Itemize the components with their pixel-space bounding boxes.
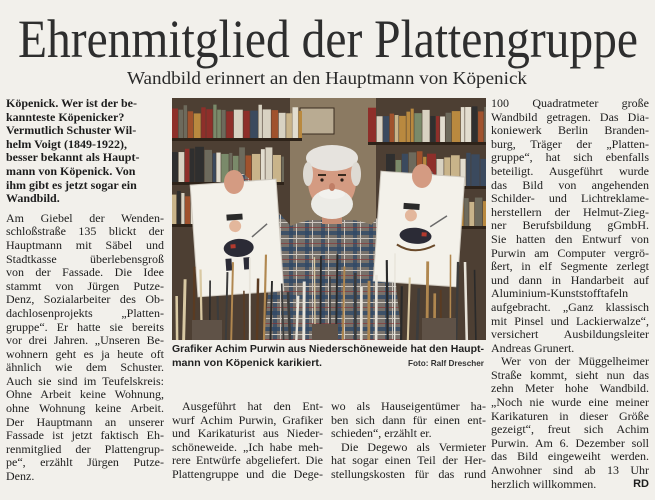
paragraph-end	[331, 400, 486, 441]
book-spine	[383, 116, 389, 142]
brush-jar	[192, 320, 222, 340]
text-line: schieden“, erzählt er.	[331, 427, 432, 441]
text-line: Die Degewo als Vermieter	[341, 440, 486, 454]
book-spine	[184, 105, 187, 138]
brush	[184, 279, 185, 340]
text-line: beteiligt. Ausgeführt wurde	[491, 164, 649, 178]
text-line: und dann in Handarbeit auf	[491, 273, 649, 287]
book-spine	[181, 193, 184, 224]
book-spine	[172, 108, 178, 138]
brush	[417, 288, 419, 340]
book-spine	[452, 111, 460, 142]
book-spine	[216, 153, 220, 182]
text-line: mann von Köpenick. Von	[6, 164, 136, 178]
book-spine	[299, 111, 302, 138]
text-line: Karikaturen in dieser Größe	[491, 409, 649, 423]
book-spine	[261, 149, 265, 182]
text-line: Schilder- und Lichtreklame-	[491, 192, 649, 206]
book-spine	[252, 154, 260, 182]
text-line: Wandbild getragen. Das Dia-	[491, 110, 649, 124]
book-spine	[177, 191, 181, 224]
caption-line: mann von Köpenick karikiert.	[172, 357, 323, 369]
text-line: rere Entwürfe abgeliefert. Die	[172, 454, 323, 468]
text-line: wo als Hauseigentümer ha-	[331, 400, 486, 413]
text-line: ben sich dann für einen ent-	[331, 413, 486, 427]
book-spine	[226, 111, 233, 138]
book-spine	[217, 110, 221, 138]
book-spine	[213, 105, 216, 138]
text-line: wurf Achim Purwin, Grafiker	[172, 413, 323, 427]
photo-credit: Foto: Ralf Drescher	[408, 358, 485, 368]
book-spine	[390, 114, 394, 142]
book-spine	[414, 113, 421, 142]
brush	[304, 282, 305, 340]
text-line: stammt von Jürgen Putze-	[6, 279, 164, 293]
text-line: stellungskosten für das rund	[331, 467, 486, 481]
book-spine	[469, 202, 474, 226]
lead-paragraph	[6, 97, 164, 206]
text-line: burg, Träger der „Platten-	[491, 137, 649, 151]
book-spine	[188, 111, 193, 138]
text-line: Am Giebel der Wenden-	[6, 211, 164, 225]
book-spine	[234, 110, 243, 138]
text-line: koniewerk Berlin Branden-	[491, 124, 649, 138]
book-spine	[185, 149, 189, 182]
book-spine	[395, 115, 399, 142]
text-line: gruppe“. Er hatte sie bereits	[6, 320, 164, 334]
book-spine	[465, 107, 471, 142]
book-spine	[206, 109, 212, 138]
book-spine	[472, 106, 478, 142]
book-spine	[293, 107, 298, 138]
book-spine	[464, 198, 469, 226]
book-spine	[411, 109, 414, 142]
text-line: Fassade ist jetzt faktisch Eh-	[6, 429, 164, 443]
text-line: Köpenick. Wer ist der be-	[6, 97, 138, 110]
text-line: Purwin. Am 6. Dezember soll	[491, 436, 649, 450]
book-spine	[273, 155, 281, 182]
book-spine	[201, 107, 205, 138]
book-spine	[185, 196, 190, 224]
text-line: Aluminium-Kunststofftafeln	[491, 287, 629, 301]
text-line: Ohne Arbeit keine Wohnung,	[6, 388, 164, 402]
text-line: Andreas Grunert.	[491, 341, 575, 355]
text-line: aufgebracht. „Ganz klassisch	[491, 300, 649, 314]
book-spine	[263, 109, 271, 138]
book-spine	[194, 113, 201, 138]
book-spine	[368, 108, 376, 142]
text-line: Hauptmann mit Säbel und	[6, 238, 164, 252]
text-line: schloßstraße 135 blickt der	[6, 225, 164, 239]
text-line: ßert, in elf Segmente zerlegt	[491, 260, 649, 274]
text-line: renmitglied der Plattengrup-	[6, 442, 164, 456]
text-line: „Noch nie wurde eine meiner	[491, 396, 649, 410]
left-column	[6, 97, 164, 484]
book-spine	[172, 152, 178, 182]
book-spine	[475, 198, 482, 226]
book-spine	[258, 105, 261, 138]
book-spine	[440, 116, 445, 142]
text-line: versichert Ausbildungsleiter	[491, 328, 649, 342]
text-line: schöneweide. „Ich habe meh-	[172, 440, 323, 454]
book-spine	[484, 107, 486, 142]
text-line: ner Berufsbildung gGmbH.	[491, 219, 649, 233]
middle-left-column	[172, 400, 323, 482]
text-line: Vermutlich Schuster Wil-	[6, 124, 137, 138]
book-spine	[286, 113, 292, 138]
text-line: zehn Meter hohe Wandbild.	[491, 382, 649, 396]
paragraph-start	[331, 441, 486, 482]
book-spine	[190, 149, 195, 182]
text-line: von der Fassade. Die Idee	[6, 266, 164, 280]
book-spine	[279, 113, 286, 138]
text-line: Denz.	[6, 470, 35, 484]
text-line: mit Pinsel und Lackierwalze“,	[491, 314, 649, 328]
book-spine	[265, 147, 272, 182]
text-line: gruppe“, hat sich ebenfalls	[491, 151, 649, 165]
shelf-board	[368, 142, 486, 145]
book-spine	[195, 147, 204, 182]
text-line: Der Hauptmann an unserer	[6, 415, 164, 429]
picture-frame	[300, 108, 334, 134]
headline: Ehrenmitglied der Plattengruppe	[18, 9, 638, 69]
book-spine	[480, 159, 486, 186]
book-spine	[179, 152, 185, 182]
subheadline: Wandbild erinnert an den Hauptmann von Köpenick	[127, 68, 527, 88]
book-spine	[221, 110, 225, 138]
left-hand	[224, 170, 244, 194]
text-line: ähnlich wie dem Schuster.	[6, 361, 164, 375]
text-line: Wandbild.	[6, 192, 60, 206]
book-spine	[377, 116, 383, 142]
paragraph	[491, 355, 649, 477]
headline-block	[0, 0, 655, 95]
closing-line	[491, 478, 649, 492]
book-spine	[213, 153, 216, 182]
book-spine	[483, 201, 486, 226]
book-spine	[422, 110, 429, 142]
text-line: 100 Quadratmeter große	[491, 97, 649, 110]
shelf-board	[172, 138, 302, 141]
book-spine	[282, 157, 284, 182]
book-spine	[406, 112, 410, 142]
paragraph	[491, 97, 649, 355]
text-line: hat sogar einen Teil der Her-	[331, 454, 486, 468]
photo	[172, 98, 486, 340]
book-spine	[205, 150, 212, 182]
caricature-drawing-left	[190, 179, 284, 297]
text-line: das Bild von angehenden	[491, 178, 649, 192]
middle-right-column	[331, 400, 486, 482]
brush	[465, 262, 467, 340]
text-line: vor drei Jahren. „Unseren Be-	[6, 334, 164, 348]
text-line: Auch sie sind im Teufelskreis:	[6, 374, 164, 388]
text-line: herzlich willkommen.	[491, 477, 597, 491]
text-line: herstellern der Helmut-Zieg-	[491, 205, 649, 219]
caption-line: Grafiker Achim Purwin aus Niederschöneweide hat den Haupt-	[172, 343, 485, 355]
brush-jar	[422, 318, 456, 340]
right-column	[491, 97, 649, 491]
text-line: und Karikaturist aus Nieder-	[172, 427, 323, 441]
book-spine	[399, 116, 406, 142]
book-spine	[461, 107, 465, 142]
book-spine	[446, 113, 452, 142]
book-spine	[172, 195, 176, 224]
book-spine	[478, 111, 483, 142]
text-line: Sie hatten den Entwurf von	[491, 232, 649, 246]
body-paragraph	[6, 212, 164, 484]
book-spine	[436, 116, 439, 142]
text-line: kannteste Köpenicker?	[6, 110, 125, 124]
text-line: Wer von der Müggelheimer	[501, 355, 649, 369]
text-line: das Bild eingeweiht werden.	[491, 450, 649, 464]
book-spine	[271, 110, 278, 138]
text-line: Anwohner sind ab 13 Uhr	[491, 464, 649, 478]
text-line: Purwin am Computer vergrö-	[491, 246, 649, 260]
book-spine	[471, 154, 479, 186]
author-signature: RD	[633, 477, 649, 490]
text-line: Stadtkasse überlebensgroß	[6, 252, 164, 266]
text-line: helm Voigt (1849-1922),	[6, 137, 127, 151]
text-line: gezeigt“, freut sich Achim	[491, 423, 649, 437]
book-spine	[179, 110, 183, 138]
text-line: Ausgeführt hat den Ent-	[182, 400, 323, 413]
right-hand	[412, 164, 432, 188]
text-line: Denz, Sozialarbeiter des Ob-	[6, 293, 164, 307]
text-line: Straße kommt, sieht nun das	[491, 368, 649, 382]
book-spine	[250, 111, 258, 138]
brush-jar	[312, 324, 338, 340]
text-line: ohne Wohnung keine Arbeit.	[6, 402, 164, 416]
text-line: pe“, erzählt Jürgen Putze-	[6, 456, 164, 470]
text-line: besser bekannt als Haupt-	[6, 151, 140, 165]
book-spine	[243, 111, 249, 138]
text-line: wohnern geht es ja heute oft	[6, 347, 164, 361]
book-spine	[466, 153, 470, 186]
text-line: dachlosenprojekts „Platten-	[6, 306, 164, 320]
brush	[257, 278, 258, 340]
text-line: ihm gibt es jetzt sogar ein	[6, 178, 137, 192]
brush	[387, 260, 388, 340]
book-spine	[430, 116, 435, 142]
text-line: Plattengruppe und die Dege-	[172, 467, 323, 481]
brush	[401, 286, 402, 340]
photo-caption	[172, 341, 486, 371]
